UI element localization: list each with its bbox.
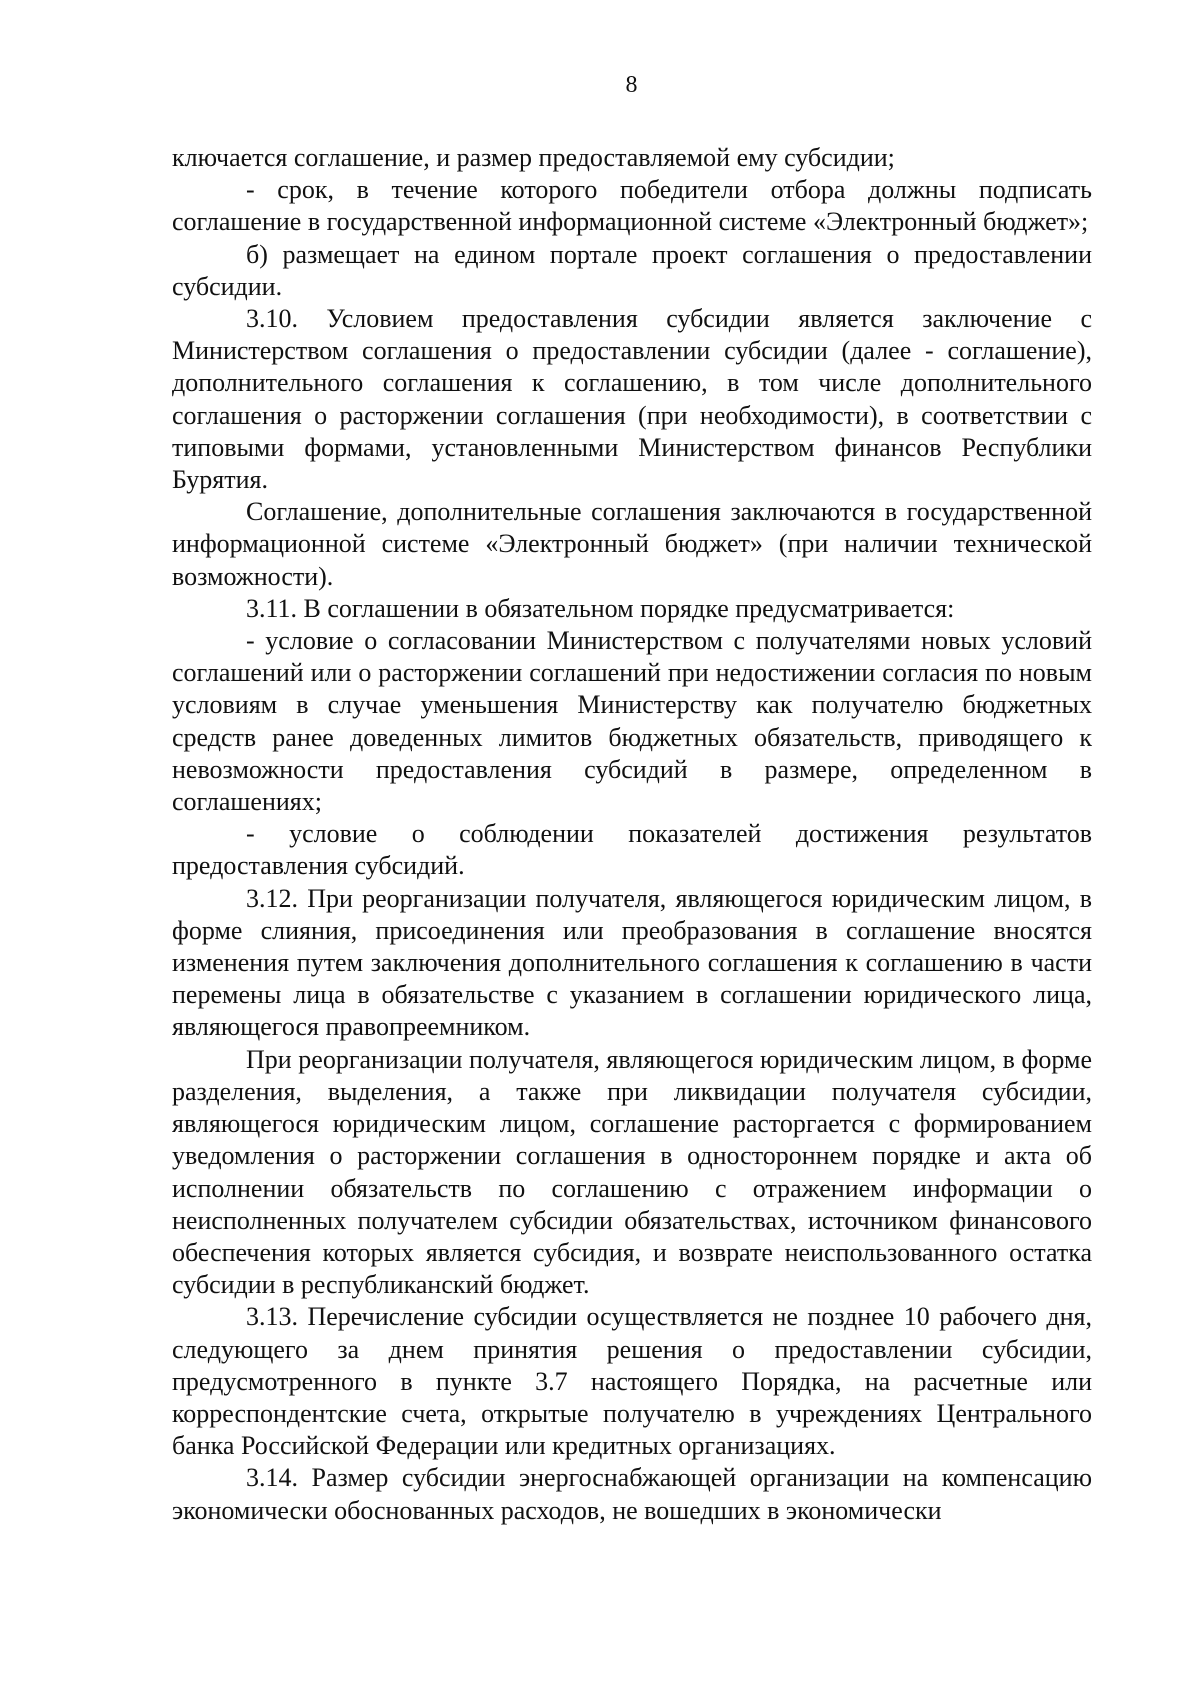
paragraph-3-13: 3.13. Перечисление субсидии осуществляется не позднее 10 рабочего дня, следующего за днем принятия решения о предоставлении субсидии, предусмотренного в пункте 3.7 настоящего Порядка, на расчетные или корреспондентские счета, открытые получателю в учреждениях Центрального банка Российской Федерации или кредитных организациях. [172, 1302, 1092, 1461]
paragraph-3-14: 3.14. Размер субсидии энергоснабжающей организации на компенсацию экономически обоснованных расходов, не вошедших в экономически [172, 1463, 1092, 1525]
page-number: 8 [625, 72, 638, 98]
paragraph-reorganization: При реорганизации получателя, являющегося юридическим лицом, в форме разделения, выделения, а также при ликвидации получателя субсидии, являющегося юридическим лицом, соглашение расторгается с формированием уведомления о расторжении соглашения в одностороннем порядке и акта об исполнении обязательств по соглашению с отражением информации о неисполненных получателем субсидии обязательствах, источником финансового обеспечения которых является субсидия, и возврате неиспользованного остатка субсидии в республиканский бюджет. [172, 1044, 1092, 1300]
paragraph-portal-draft: б) размещает на едином портале проект соглашения о предоставлении субсидии. [172, 239, 1092, 301]
paragraph-3-12: 3.12. При реорганизации получателя, являющегося юридическим лицом, в форме слияния, присоединения или преобразования в соглашение вносятся изменения путем заключения дополнительного соглашения к соглашению в части перемены лица в обязательстве с указанием в соглашении юридического лица, являющегося правопреемником. [172, 883, 1092, 1042]
paragraph-condition-indicators: - условие о соблюдении показателей достижения результатов предоставления субсидий. [172, 819, 1092, 881]
paragraph-deadline-item: - срок, в течение которого победители отбора должны подписать соглашение в государственной информационной системе «Электронный бюджет»; [172, 175, 1092, 237]
paragraph-3-11: 3.11. В соглашении в обязательном порядке предусматривается: [246, 593, 955, 623]
paragraph-3-10: 3.10. Условием предоставления субсидии является заключение с Министерством соглашения о предоставлении субсидии (далее - соглашение), дополнительного соглашения к соглашению, в том числе дополнительного соглашения о расторжении соглашения (при необходимости), в соответствии с типовыми формами, установленными Министерством финансов Республики Бурятия. [172, 304, 1092, 495]
paragraph-agreements-system: Соглашение, дополнительные соглашения заключаются в государственной информационной системе «Электронный бюджет» (при наличии технической возможности). [172, 497, 1092, 591]
document-body [172, 142, 1092, 1527]
paragraph-condition-coordination: - условие о согласовании Министерством с получателями новых условий соглашений или о расторжении соглашений при недостижении согласия по новым условиям в случае уменьшения Министерству как получателю бюджетных средств ранее доведенных лимитов бюджетных обязательств, приводящего к невозможности предоставления субсидий в размере, определенном в соглашениях; [172, 626, 1092, 817]
paragraph-continuation: ключается соглашение, и размер предоставляемой ему субсидии; [172, 143, 895, 172]
